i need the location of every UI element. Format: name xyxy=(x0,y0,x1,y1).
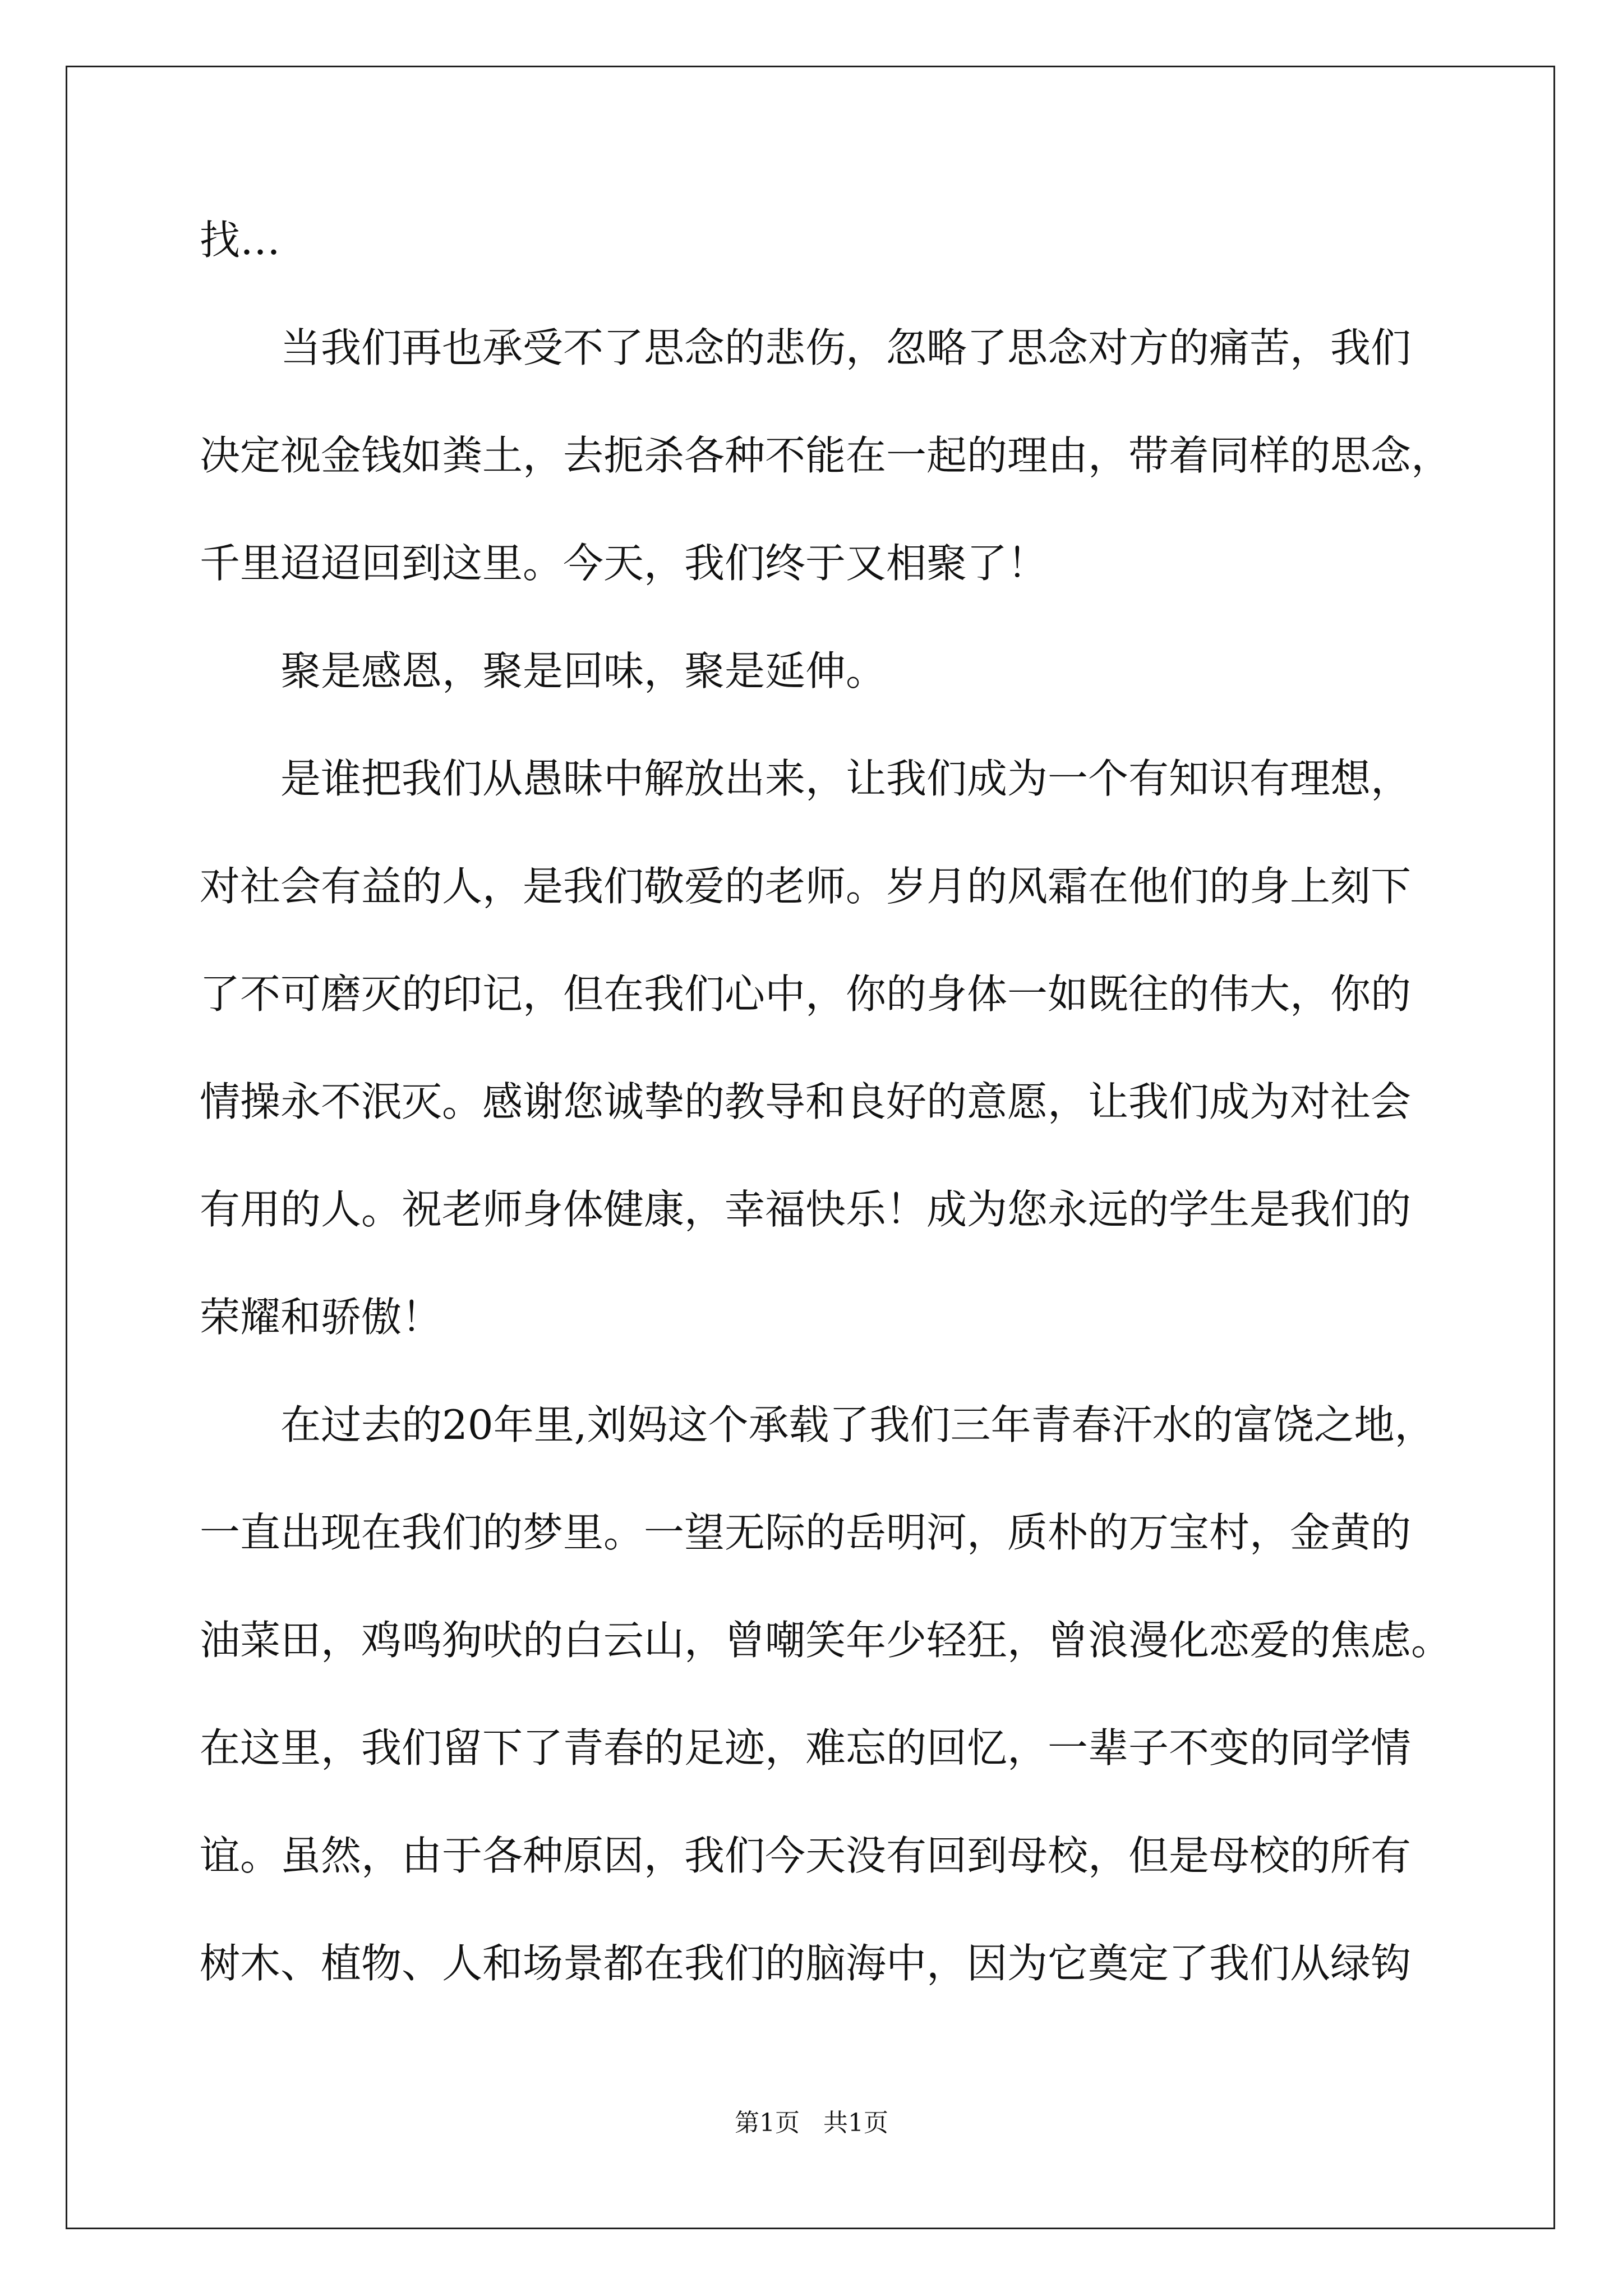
text-line: 了不可磨灭的印记，但在我们心中，你的身体一如既往的伟大，你的 xyxy=(200,970,1412,1018)
paragraph-line: 是谁把我们从愚昧中解放出来，让我们成为一个有知识有理想， xyxy=(280,755,1412,802)
text-line: 有用的人。祝老师身体健康，幸福快乐！成为您永远的学生是我们的 xyxy=(200,1186,1412,1233)
text-line: 油菜田，鸡鸣狗吠的白云山，曾嘲笑年少轻狂，曾浪漫化恋爱的焦虑。 xyxy=(200,1617,1452,1664)
paragraph-line: 聚是感恩，聚是回味，聚是延伸。 xyxy=(280,647,887,694)
text-line: 情操永不泯灭。感谢您诚挚的教导和良好的意愿，让我们成为对社会 xyxy=(200,1078,1412,1125)
text-line: 决定视金钱如粪土，去扼杀各种不能在一起的理由，带着同样的思念， xyxy=(200,432,1452,479)
text-line: 荣耀和骄傲！ xyxy=(200,1294,442,1341)
text-line: 谊。虽然，由于各种原因，我们今天没有回到母校，但是母校的所有 xyxy=(200,1832,1412,1879)
text-line: 在这里，我们留下了青春的足迹，难忘的回忆，一辈子不变的同学情 xyxy=(200,1724,1412,1772)
text-line: 找… xyxy=(200,217,281,264)
page-border xyxy=(66,66,1555,2229)
paragraph-line: 在过去的20年里,刘妈这个承载了我们三年青春汗水的富饶之地， xyxy=(280,1401,1435,1448)
paragraph-line: 当我们再也承受不了思念的悲伤，忽略了思念对方的痛苦，我们 xyxy=(280,324,1412,371)
text-line: 树木、植物、人和场景都在我们的脑海中，因为它奠定了我们从绿钩 xyxy=(200,1940,1412,1987)
text-line: 千里迢迢回到这里。今天，我们终于又相聚了！ xyxy=(200,540,1048,587)
page-footer: 第1页 共1页 xyxy=(735,2109,888,2137)
text-line: 一直出现在我们的梦里。一望无际的岳明河，质朴的万宝村，金黄的 xyxy=(200,1509,1412,1556)
text-line: 对社会有益的人，是我们敬爱的老师。岁月的风霜在他们的身上刻下 xyxy=(200,863,1412,910)
